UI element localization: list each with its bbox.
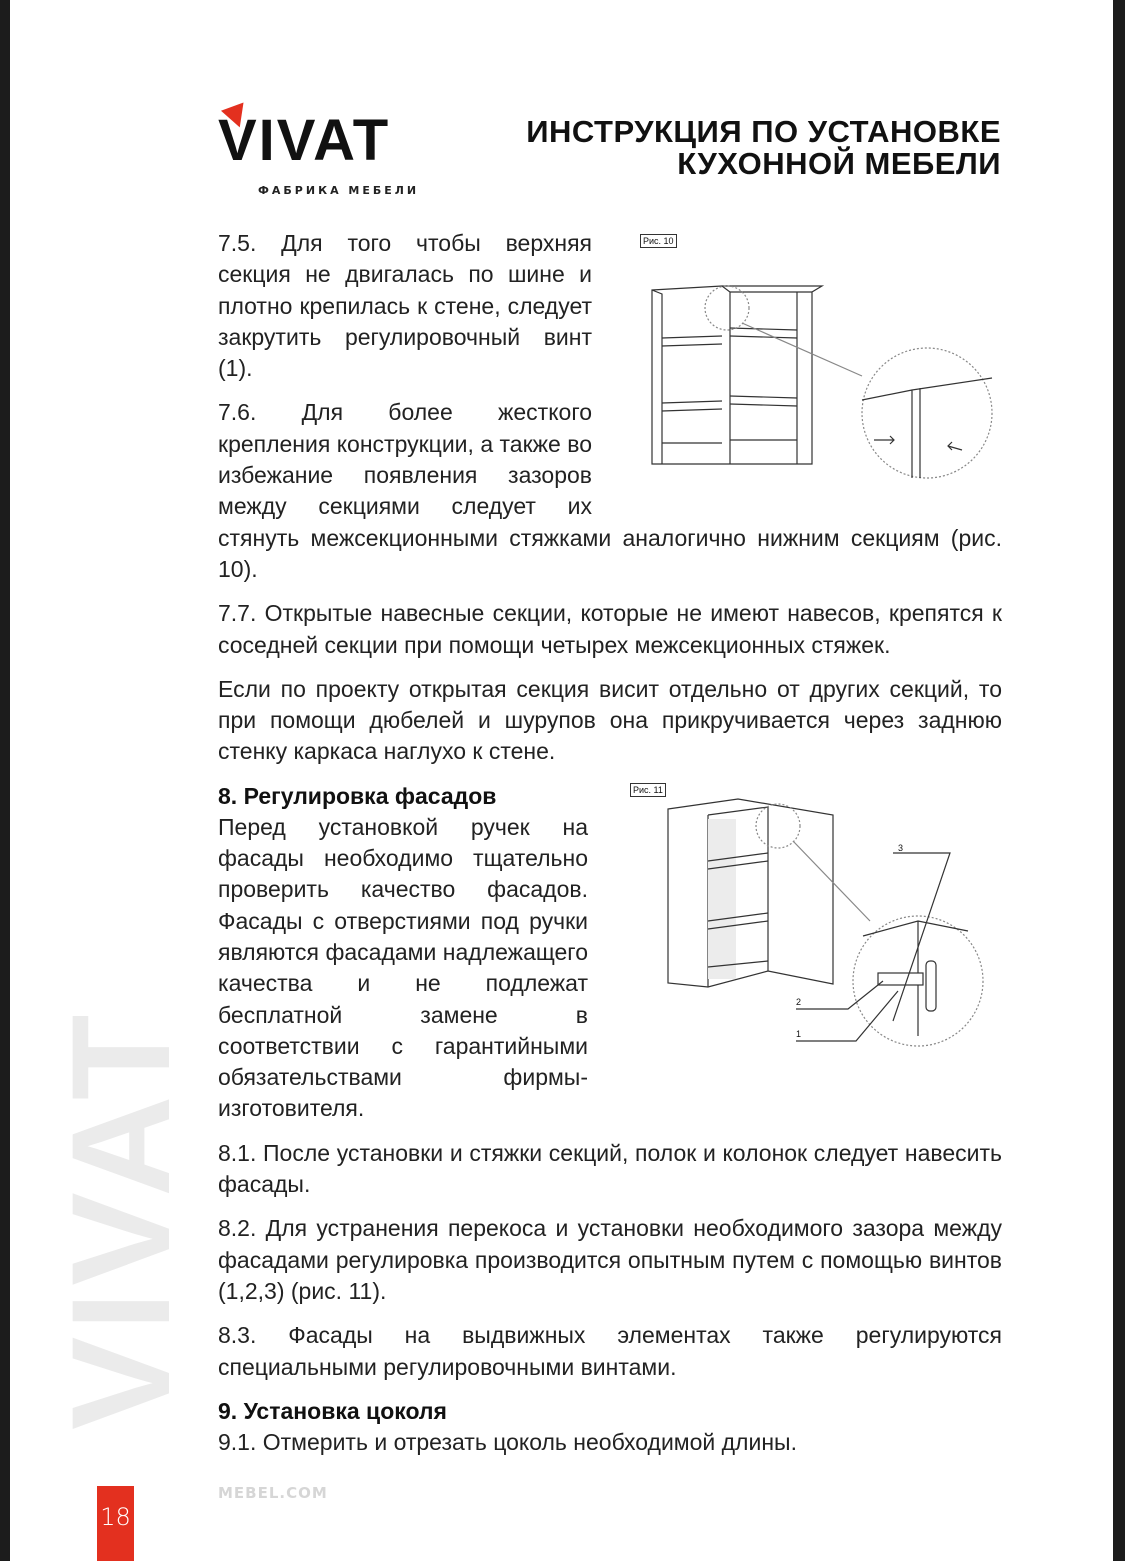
- heading-section-8: 8. Регулировка фасадов: [218, 782, 497, 809]
- logo-subtitle: ФАБРИКА МЕБЕЛИ: [258, 184, 420, 197]
- figure-11: [608, 781, 1002, 1081]
- cabinet-sections-illustration: [612, 228, 1002, 498]
- heading-section-9: 9. Установка цоколя: [218, 1397, 447, 1424]
- callout-3: 3: [898, 842, 904, 853]
- document-page: [10, 0, 1113, 1561]
- page-number: 18: [97, 1486, 134, 1561]
- logo-text: VIVAT: [218, 108, 391, 173]
- vivat-logo: [218, 108, 420, 197]
- page-title: [526, 116, 1001, 180]
- paragraph-7-6: 7.6. Для более жесткого крепления конструкции, а также во избежание появления зазоров между секциями следует их стянуть межсекционными стяжками аналогично нижним секциям (рис. 10).: [218, 399, 1002, 582]
- callout-2: 2: [796, 996, 802, 1007]
- figure-11-label: Рис. 11: [630, 783, 666, 797]
- cabinet-hinge-illustration: [608, 781, 1002, 1081]
- figure-10-label: Рис. 10: [640, 234, 677, 248]
- vivat-watermark: VIVAT: [42, 1008, 199, 1430]
- paragraph-7-7: 7.7. Открытые навесные секции, которые не имеют навесов, крепятся к соседней секции при помощи четырех межсекционных стяжек.: [218, 600, 1002, 658]
- paragraph-7-7-extra: Если по проекту открытая секция висит отдельно от других секций, то при помощи дюбелей и шурупов она прикручивается через заднюю стенку каркаса наглухо к стене.: [218, 675, 1002, 765]
- callout-1: 1: [796, 1028, 802, 1039]
- document-body: [218, 228, 1002, 1471]
- paragraph-8-2: 8.2. Для устранения перекоса и установки необходимого зазора между фасадами регулировка производится опытным путем с помощью винтов (1,2,3) (рис. 11).: [218, 1215, 1002, 1304]
- site-url: MEBEL.COM: [218, 1484, 328, 1502]
- paragraph-8-intro: Перед установкой ручек на фасады необходимо тщательно проверить качество фасадов. Фасады с отверстиями под ручки являются фасадами надлежащего качества и не подлежат бесплатной замене в соответствии с гарантийными обязательствами фирмы-изготовителя.: [218, 813, 588, 1122]
- title-line-1: ИНСТРУКЦИЯ ПО УСТАНОВКЕ: [526, 114, 1001, 149]
- paragraph-8-3: 8.3. Фасады на выдвижных элементах также регулируются специальными регулировочными винтами.: [218, 1322, 1002, 1380]
- title-line-2: КУХОННОЙ МЕБЕЛИ: [677, 146, 1001, 181]
- paragraph-7-5: 7.5. Для того чтобы верхняя секция не двигалась по шине и плотно крепилась к стене, следует закрутить регулировочный винт (1).: [218, 230, 592, 382]
- paragraph-8-1: 8.1. После установки и стяжки секций, полок и колонок следует навесить фасады.: [218, 1139, 1002, 1198]
- figure-10: [612, 228, 1002, 498]
- paragraph-9-1: 9.1. Отмерить и отрезать цоколь необходимой длины.: [218, 1428, 797, 1455]
